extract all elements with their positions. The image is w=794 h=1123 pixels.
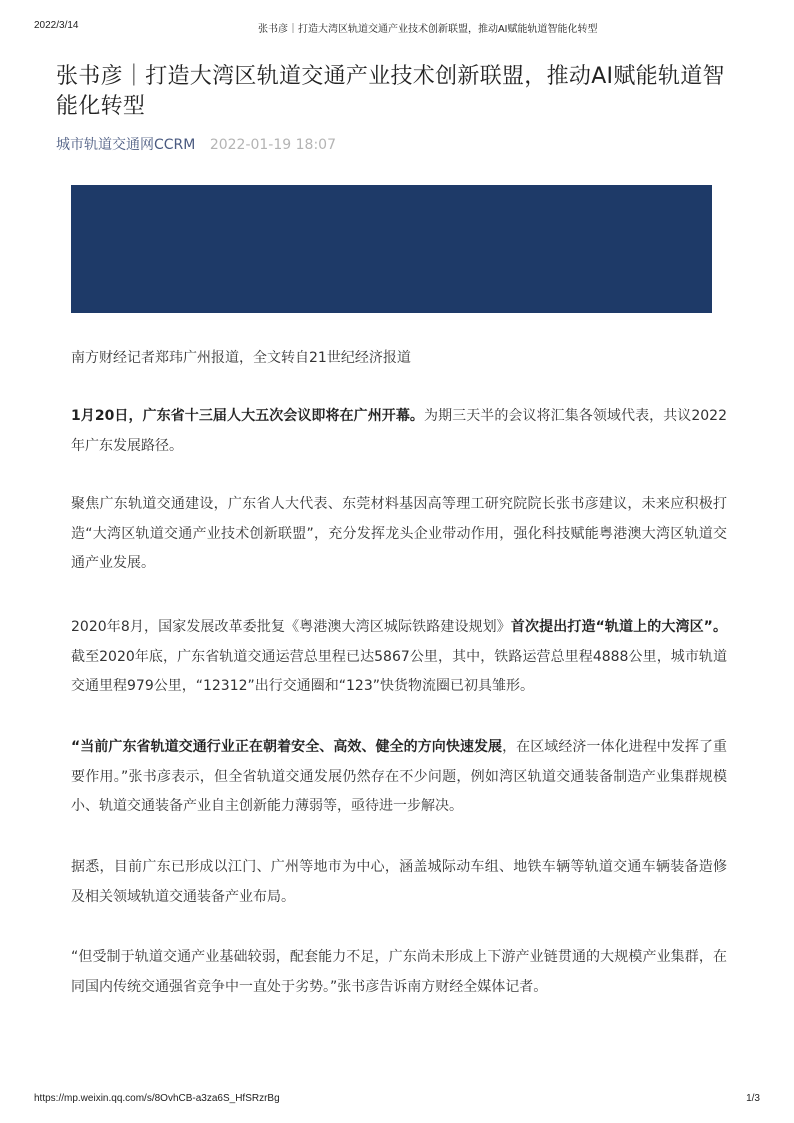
print-page-title: 张书彦｜打造大湾区轨道交通产业技术创新联盟，推动AI赋能轨道智能化转型 xyxy=(258,24,598,35)
bold-lead: 1月20日，广东省十三届人大五次会议即将在广州开幕。 xyxy=(71,408,424,424)
bold-highlight: 首次提出打造“轨道上的大湾区”。 xyxy=(510,619,727,635)
banner-image xyxy=(71,185,712,313)
print-page-number: 1/3 xyxy=(746,1093,760,1104)
paragraph-industry: 据悉，目前广东已形成以江门、广州等地市为中心，涵盖城际动车组、地铁车辆等轨道交通车辆装备造修及相关领域轨道交通装备产业布局。 xyxy=(71,859,727,905)
print-url: https://mp.weixin.qq.com/s/8OvhCB-a3za6S_HfSRzrBg xyxy=(34,1093,280,1104)
article-title: 张书彦｜打造大湾区轨道交通产业技术创新联盟，推动AI赋能轨道智能化转型 xyxy=(56,64,725,119)
paragraph-plan: 2020年8月，国家发展改革委批复《粤港澳大湾区城际铁路建设规划》首次提出打造“轨道上的大湾区”。截至2020年底，广东省轨道交通运营总里程已达5867公里，其中，铁路运营总里程4888公里，城市轨道交通里程979公里，“12312”出行交通圈和“123”快货物流圈已初具雏形。 xyxy=(71,619,727,694)
paragraph-source: 南方财经记者郑玮广州报道，全文转自21世纪经济报道 xyxy=(71,350,411,366)
article-meta xyxy=(56,134,336,154)
author-link[interactable]: 城市轨道交通网CCRM xyxy=(56,137,196,153)
publish-time: 2022-01-19 18:07 xyxy=(209,137,336,153)
print-date: 2022/3/14 xyxy=(34,20,79,31)
paragraph-challenge: “但受制于轨道交通产业基础较弱，配套能力不足，广东尚未形成上下游产业链贯通的大规模产业集群，在同国内传统交通强省竞争中一直处于劣势。”张书彦告诉南方财经全媒体记者。 xyxy=(71,949,727,995)
bold-quote: “当前广东省轨道交通行业正在朝着安全、高效、健全的方向快速发展 xyxy=(71,739,503,755)
paragraph-quote: “当前广东省轨道交通行业正在朝着安全、高效、健全的方向快速发展，在区域经济一体化进程中发挥了重要作用。”张书彦表示，但全省轨道交通发展仍然存在不少问题，例如湾区轨道交通装备制造产业集群规模小、轨道交通装备产业自主创新能力薄弱等，亟待进一步解决。 xyxy=(71,739,728,814)
paragraph-focus: 聚焦广东轨道交通建设，广东省人大代表、东莞材料基因高等理工研究院院长张书彦建议，未来应积极打造“大湾区轨道交通产业技术创新联盟”，充分发挥龙头企业带动作用，强化科技赋能粤港澳大湾区轨道交通产业发展。 xyxy=(71,496,727,571)
paragraph-intro: 1月20日，广东省十三届人大五次会议即将在广州开幕。为期三天半的会议将汇集各领域代表，共议2022年广东发展路径。 xyxy=(71,408,727,454)
